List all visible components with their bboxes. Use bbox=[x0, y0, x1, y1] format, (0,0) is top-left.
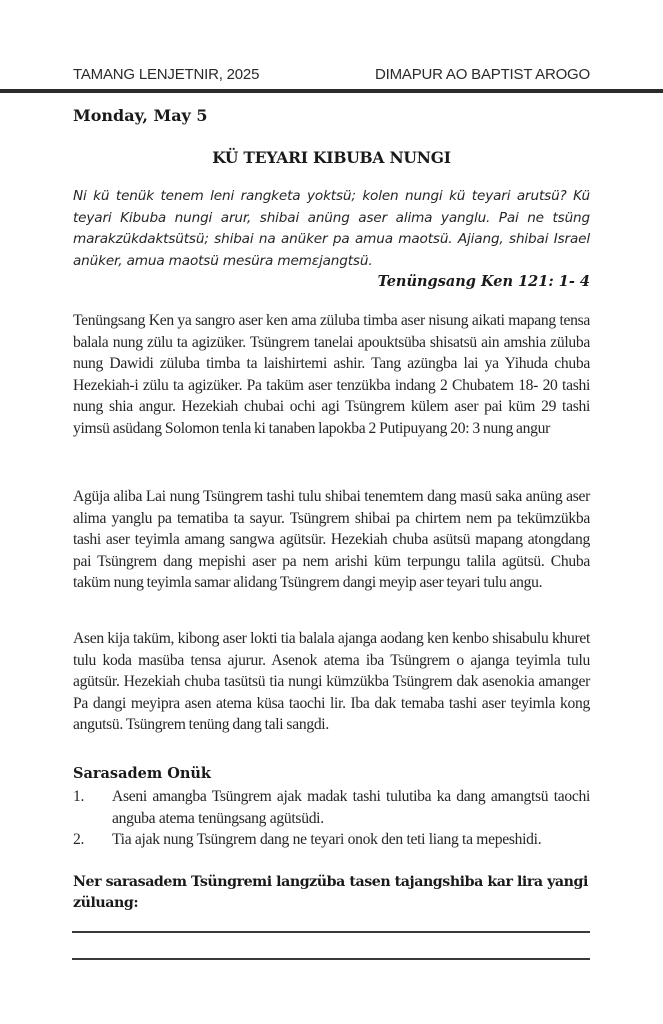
question-number: 1. bbox=[73, 788, 85, 805]
header-left-title: TAMANG LENJETNIR, 2025 bbox=[73, 66, 260, 83]
running-header bbox=[73, 66, 590, 83]
body-paragraph-3: Asen kija taküm, kibong aser lokti tia balala ajanga aodang ken kenbo shisabulu khuret tulu koda masüba tensa ajurur. Asenok atema iba Tsüngrem o ajanga teyimla tulu agütsür. Hezekiah chuba tasütsü tia nungi kümzükba Tsüngrem dak asenokia amanger Pa dangi meyipra asen atema küsa taochi lir. Iba dak temaba tashi aser teyimla kong angutsü. Tsüngrem tenüng dang tali sangdi. bbox=[73, 630, 590, 734]
page-title: KÜ TEYARI KIBUBA NUNGI bbox=[212, 148, 451, 167]
answer-line[interactable] bbox=[72, 931, 590, 933]
question-number: 2. bbox=[73, 831, 85, 849]
question-item bbox=[73, 786, 590, 829]
scripture-reference: Tenüngsang Ken 121: 1- 4 bbox=[377, 273, 590, 290]
body-paragraph-2: Agüja aliba Lai nung Tsüngrem tashi tulu shibai tenemtem dang masü saka anüng aser alima yanglu pa tematiba ta sayur. Tsüngrem shibai pa chirtem nem pa tekümzükba tashi aser teyimla amang sangwa agütsür. Hezekiah chuba asütsü mapang atongdang pai Tsüngrem dang mepishi aser pa nem arishi küm terpungu talila agütsü. Chuba taküm nung teyimla samar alidang Tsüngrem dangi meyip aser teyari tulu angu. bbox=[73, 488, 590, 592]
scripture-passage: Ni kü tenük tenem leni rangketa yoktsü; kolen nungi kü teyari arutsü? Kü teyari Kibuba nungi arur, shibai anüng aser alima yanglu. Pai ne tsüng marakzükdaktsütsü; shibai na anüker pa amua maotsü. Ajiang, shibai Israel anüker, amua maotsü mesüra memɛjangtsü. bbox=[73, 188, 590, 269]
answer-line[interactable] bbox=[72, 958, 590, 960]
reflection-heading: Sarasadem Onük bbox=[73, 765, 211, 782]
header-rule bbox=[0, 89, 663, 93]
question-text: Aseni amangba Tsüngrem ajak madak tashi tulutiba ka dang amangtsü taochi anguba atema tenüngsang agütsüdi. bbox=[112, 788, 590, 827]
question-item bbox=[73, 829, 590, 851]
question-text: Tia ajak nung Tsüngrem dang ne teyari onok den teti liang ta mepeshidi. bbox=[112, 831, 542, 849]
reflection-questions bbox=[73, 786, 590, 851]
body-paragraph-1: Tenüngsang Ken ya sangro aser ken ama züluba timba aser nisung aikati mapang tensa balala nung zülu ta agizüker. Tsüngrem tanelai apouktsüba shisatsü ain amshia züluba nung Dawidi züluba timba ta laishirtemi ashir. Tang azüngba lai ya Yihuda chuba Hezekiah-i zülu ta agizüker. Pa taküm aser tenzükba indang 2 Chubatem 18- 20 tashi nung shia angur. Hezekiah chubai ochi agi Tsüngrem külem aser pai küm 29 tashi yimsü asüdang Solomon tenla ki tanaben lapokba 2 Putipuyang 20: 3 nung angur bbox=[73, 312, 590, 437]
header-right-title: DIMAPUR AO BAPTIST AROGO bbox=[375, 66, 590, 83]
day-heading: Monday, May 5 bbox=[73, 106, 208, 125]
writing-prompt: Ner sarasadem Tsüngremi langzüba tasen tajangshiba kar lira yangi züluang: bbox=[73, 874, 588, 911]
